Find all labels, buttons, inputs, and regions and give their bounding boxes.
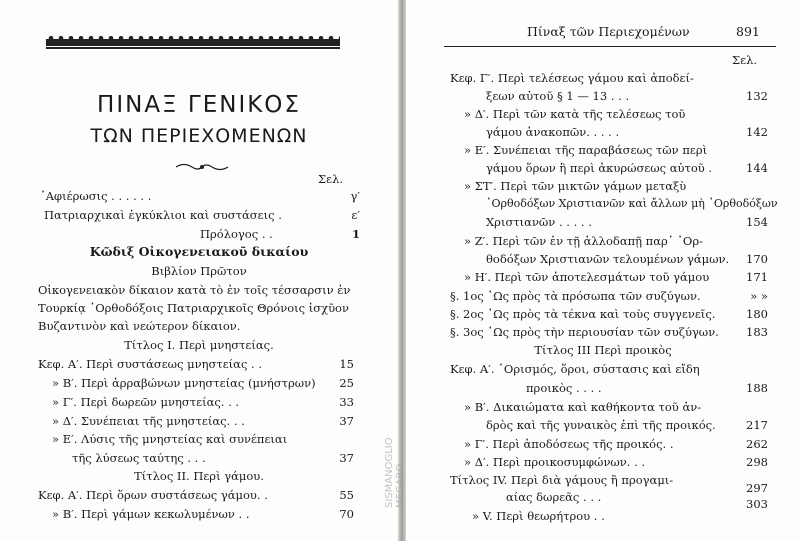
running-title: Πίναξ τῶν Περιεχομένων xyxy=(527,24,690,39)
toc-page: 1 xyxy=(351,227,360,241)
toc-page: 25 xyxy=(339,376,354,390)
toc-entry: ᾿Ορθοδόξων Χριστιανῶν καὶ ἄλλων μὴ ᾿Ορθοδόξων xyxy=(486,197,778,210)
intro-text: Οἰκογενειακὸν δίκαιον κατὰ τὸ ἐν τοῖς τέσσαρσιν ἐν xyxy=(38,283,351,297)
toc-page: 142 xyxy=(746,125,768,139)
toc-page: 55 xyxy=(339,488,354,502)
header-rule xyxy=(444,46,776,47)
toc-page: 37 xyxy=(339,414,354,428)
toc-entry: » Η′. Περὶ τῶν ἀποτελεσμάτων τοῦ γάμου xyxy=(464,270,710,284)
toc-page: 188 xyxy=(746,381,768,395)
title-heading: Τίτλος ΙΙΙ Περὶ προικὸς xyxy=(534,343,672,357)
toc-page: 298 xyxy=(746,455,768,469)
page-title: ΠΙΝΑΞ ΓΕΝΙΚΟΣ xyxy=(97,92,301,118)
intro-text: Βυζαντινὸν καὶ νεώτερον δίκαιον. xyxy=(38,319,241,333)
toc-entry: » Δ′. Συνέπειαι τῆς μνηστείας. . . xyxy=(52,414,245,428)
toc-entry: Κεφ. Α′. Περὶ συστάσεως μνηστείας . . xyxy=(38,357,263,371)
library-watermark: SISMANOGLIO MEGARO xyxy=(384,437,406,508)
toc-entry: Πρόλογος . . xyxy=(200,227,273,241)
toc-page: 70 xyxy=(339,507,354,521)
toc-entry: ᾿Αφιέρωσις . . . . . . xyxy=(40,189,152,203)
toc-entry: γάμου ὅρων ἢ περὶ ἀκυρώσεως αὐτοῦ . xyxy=(486,161,713,175)
toc-page: 33 xyxy=(339,395,354,409)
toc-page: 303 xyxy=(746,497,768,511)
toc-page: 217 xyxy=(746,418,768,432)
ornament-rule xyxy=(46,47,340,49)
toc-entry: » Β′. Περὶ ἀρραβώνων μνηστείας (μνήστρων) xyxy=(52,376,316,390)
toc-entry: §. 2ος ῾Ως πρὸς τὰ τέκνα καὶ τοὺς συγγενεῖς. xyxy=(450,307,716,321)
column-header: Σελ. xyxy=(318,172,344,186)
toc-entry: » Δ′. Περὶ τῶν κατὰ τῆς τελέσεως τοῦ xyxy=(464,107,686,121)
toc-entry: » ΣΤ′. Περὶ τῶν μικτῶν γάμων μεταξὺ xyxy=(464,179,687,193)
toc-entry: δρὸς καὶ τῆς γυναικὸς ἐπὶ τῆς προικός. xyxy=(486,418,716,432)
toc-entry: τῆς λύσεως ταύτης . . . xyxy=(72,451,206,465)
left-page xyxy=(0,0,398,541)
toc-page: 170 xyxy=(746,252,768,266)
toc-entry: » Γ′. Περὶ δωρεῶν μνηστείας. . . xyxy=(52,395,240,409)
section-heading: Κῶδιξ Οἰκογενειακοῦ δικαίου xyxy=(89,244,309,259)
toc-page: 297 xyxy=(746,481,768,495)
toc-page: 171 xyxy=(746,270,768,284)
toc-entry: Τίτλος IV. Περὶ διὰ γάμους ἢ προγαμι- xyxy=(450,473,674,487)
toc-entry: Χριστιανῶν . . . . . xyxy=(486,215,592,229)
toc-page: 262 xyxy=(746,437,768,451)
toc-entry: §. 1ος ῾Ως πρὸς τὰ πρόσωπα τῶν συζύγων. xyxy=(450,289,701,303)
toc-page: ε′ xyxy=(351,208,360,222)
toc-entry: §. 3ος ῾Ως πρὸς τὴν περιουσίαν τῶν συζύγων. xyxy=(450,325,719,339)
toc-entry: » Β′. Δικαιώματα καὶ καθήκοντα τοῦ ἀν- xyxy=(464,400,702,414)
column-header: Σελ. xyxy=(732,53,758,67)
decorative-border-ornament xyxy=(46,34,340,48)
toc-page: 183 xyxy=(746,325,768,339)
toc-page: 180 xyxy=(746,307,768,321)
right-page xyxy=(406,0,800,541)
toc-entry: Κεφ. Α′. ῾Ορισμός, ὅροι, σύστασις καὶ εἴδη xyxy=(450,362,700,376)
toc-entry: προικὸς . . . . xyxy=(526,381,602,395)
page-number: 891 xyxy=(736,24,760,39)
toc-page: γ′ xyxy=(350,189,360,203)
toc-entry: Πατριαρχικαὶ ἐγκύκλιοι καὶ συστάσεις . xyxy=(44,208,282,222)
toc-entry: » Ζ′. Περὶ τῶν ἐν τῇ ἀλλοδαπῇ παρ᾿ ᾿Ορ- xyxy=(464,234,704,248)
flourish-icon xyxy=(174,162,230,172)
title-heading: Τίτλος ΙΙ. Περὶ γάμου. xyxy=(134,469,264,483)
toc-entry: θοδόξων Χριστιανῶν τελουμένων γάμων. xyxy=(486,252,730,266)
toc-entry: Κεφ. Α′. Περὶ ὅρων συστάσεως γάμου. . xyxy=(38,488,268,502)
toc-entry: ξεων αὐτοῦ § 1 — 13 . . . xyxy=(486,89,630,103)
intro-text: Τουρκίᾳ ᾿Ορθοδόξοις Πατριαρχικοῖς Θρόνοις ἰσχῦον xyxy=(38,301,349,315)
toc-entry: γάμου ἀνακοπῶν. . . . . xyxy=(486,125,620,139)
toc-page: » » xyxy=(750,289,768,303)
toc-entry: » Ε′. Συνέπειαι τῆς παραβάσεως τῶν περὶ xyxy=(464,143,708,157)
toc-entry: » Γ′. Περὶ ἀποδόσεως τῆς προικός. . xyxy=(464,437,674,451)
book-heading: Βιβλίον Πρῶτον xyxy=(151,264,247,278)
toc-page: 37 xyxy=(339,451,354,465)
toc-entry: » V. Περὶ θεωρήτρου . . xyxy=(472,509,605,523)
toc-entry: » Ε′. Λύσις τῆς μνηστείας καὶ συνέπειαι xyxy=(52,432,288,446)
toc-entry: » Δ′. Περὶ προικοσυμφώνων. . . xyxy=(464,455,646,469)
toc-page: 144 xyxy=(746,161,768,175)
toc-entry: Κεφ. Γ′. Περὶ τελέσεως γάμου καὶ ἀποδεί- xyxy=(450,71,694,85)
title-heading: Τίτλος Ι. Περὶ μνηστείας. xyxy=(124,338,274,352)
page-subtitle: ΤΩΝ ΠΕΡΙΕΧΟΜΕΝΩΝ xyxy=(90,125,308,147)
toc-entry: » Β′. Περὶ γάμων κεκωλυμένων . . xyxy=(52,507,250,521)
toc-page: 154 xyxy=(746,215,768,229)
toc-entry: αίας δωρεᾶς . . . xyxy=(506,490,602,504)
toc-page: 132 xyxy=(746,89,768,103)
toc-page: 15 xyxy=(339,357,354,371)
